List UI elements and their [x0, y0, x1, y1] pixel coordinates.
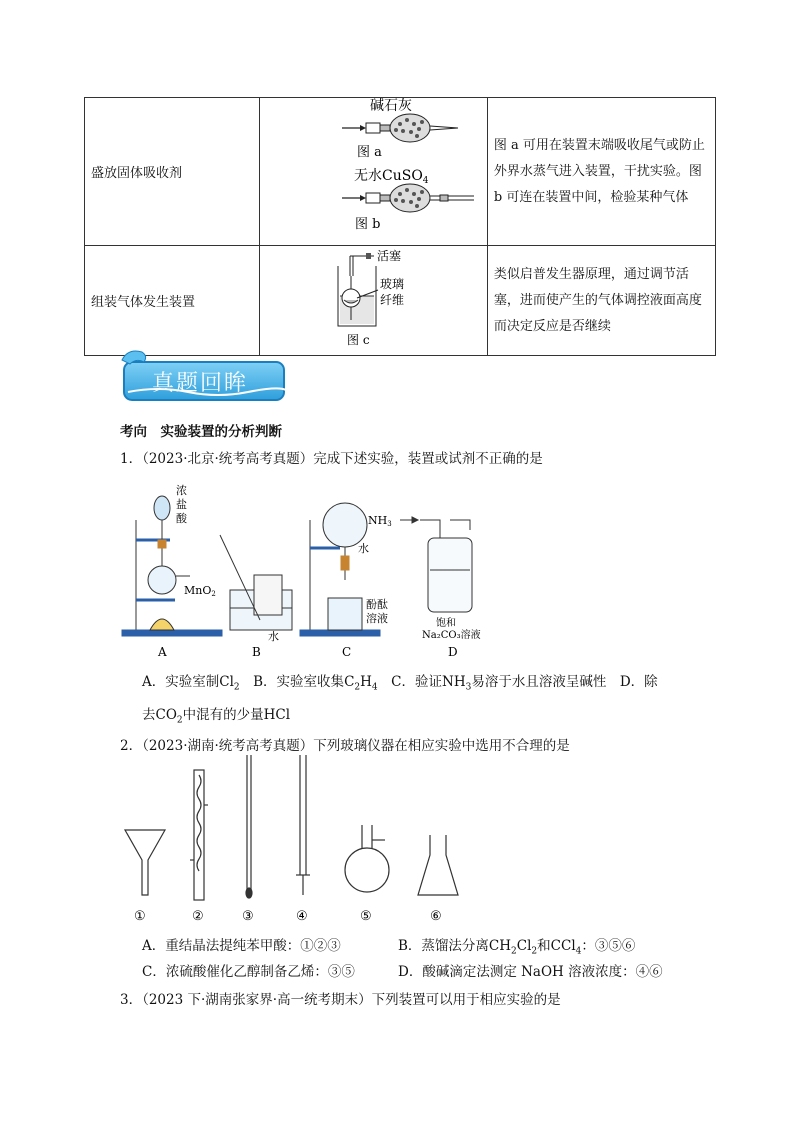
section-banner — [118, 348, 288, 404]
q1-label-sat: 饱和 — [436, 618, 456, 629]
gas-generator-figure — [262, 246, 484, 351]
question-1-apparatus — [120, 480, 500, 660]
figure-c-label2: 玻璃 — [380, 277, 405, 291]
q1-caption-c: C — [342, 645, 352, 659]
question-1-stem: 1．（2023·北京·统考高考真题）完成下述实验，装置或试剂不正确的是 — [120, 451, 543, 467]
question-2-glassware — [110, 750, 490, 925]
question-2-option-b: B．蒸馏法分离$CH_2Cl_2$和CCl$_4$：③⑤⑥ — [398, 938, 636, 957]
figure-c-caption: 图 c — [347, 333, 370, 347]
table-row — [85, 246, 716, 356]
table-cell: 类似启普发生器原理，通过调节活塞，进而使产生的气体调控液面高度而决定反应是否继续 — [487, 246, 715, 356]
question-2-option-c: C．浓硫酸催化乙醇制备乙烯：③⑤ — [142, 964, 355, 980]
q1-caption-d: D — [448, 645, 458, 659]
q1-label-mno2: MnO — [184, 584, 212, 597]
question-2-stem: 2．（2023·湖南·统考高考真题）下列玻璃仪器在相应实验中选用不合理的是 — [120, 738, 570, 754]
figure-a-caption: 图 a — [357, 145, 383, 160]
q2-label-3: ③ — [242, 909, 254, 924]
q1-caption-b: B — [252, 645, 261, 659]
figure-b-label-sub: 4 — [423, 176, 429, 186]
q2-label-4: ④ — [296, 909, 308, 924]
q1-caption-a: A — [158, 645, 167, 659]
q1-label-phen1: 酚酞 — [366, 598, 388, 611]
q1-label-nh3-sub: 3 — [387, 520, 392, 528]
q1-label-a3: 酸 — [176, 512, 187, 525]
question-1-options-line2: 去$CO_2$中混有的少量HCl — [142, 707, 291, 726]
svg-text:MnO2 — [184, 584, 216, 598]
figure-a-label: 碱石灰 — [370, 98, 413, 114]
table-cell: 组装气体发生装置 — [85, 246, 260, 356]
question-2-option-a: A．重结晶法提纯苯甲酸：①②③ — [142, 938, 341, 954]
figure-b-caption: 图 b — [355, 217, 381, 232]
apparatus-table — [84, 97, 716, 356]
q1-label-a1: 浓 — [176, 484, 187, 497]
q1-label-water-c: 水 — [358, 542, 369, 555]
figure-b-label: 无水CuSO — [354, 168, 424, 184]
svg-text:无水CuSO4 — [354, 167, 429, 186]
question-3-stem: 3．（2023 下·湖南张家界·高一统考期末）下列装置可以用于相应实验的是 — [120, 992, 561, 1008]
figure-c-label3: 纤维 — [380, 293, 405, 307]
q2-label-1: ① — [134, 909, 146, 924]
q2-label-5: ⑤ — [360, 909, 372, 924]
q1-label-water-b: 水 — [268, 630, 279, 643]
q1-label-nh3: NH — [368, 514, 388, 527]
q1-label-a2: 盐 — [176, 498, 187, 511]
figure-cell — [259, 246, 487, 356]
table-cell: 图 a 可用在装置末端吸收尾气或防止外界水蒸气进入装置，干扰实验。图 b 可连在装置中间，检验某种气体 — [487, 98, 715, 246]
q1-label-phen2: 溶液 — [366, 612, 388, 625]
table-cell: 盛放固体吸收剂 — [85, 98, 260, 246]
banner-title: 真题回眸 — [152, 371, 249, 396]
q1-label-na2co3: Na₂CO₃溶液 — [422, 630, 481, 641]
svg-text:NH3 — [368, 514, 392, 528]
question-2-option-d: D．酸碱滴定法测定 NaOH 溶液浓度：④⑥ — [398, 964, 663, 980]
table-row — [85, 98, 716, 246]
question-1-options-line1: A．实验室制$Cl_2$ B．实验室收集$C_2H_4$ C．验证$NH_3$易溶于水且溶液呈碱性 D．除 — [142, 674, 658, 693]
figure-cell — [259, 98, 487, 246]
drying-tube-figures — [262, 98, 484, 241]
q2-label-6: ⑥ — [430, 909, 442, 924]
q2-label-2: ② — [192, 909, 204, 924]
section-heading: 考向 实验装置的分析判断 — [120, 424, 282, 440]
q1-label-mno2-sub: 2 — [211, 590, 216, 598]
figure-c-label1: 活塞 — [377, 249, 402, 263]
